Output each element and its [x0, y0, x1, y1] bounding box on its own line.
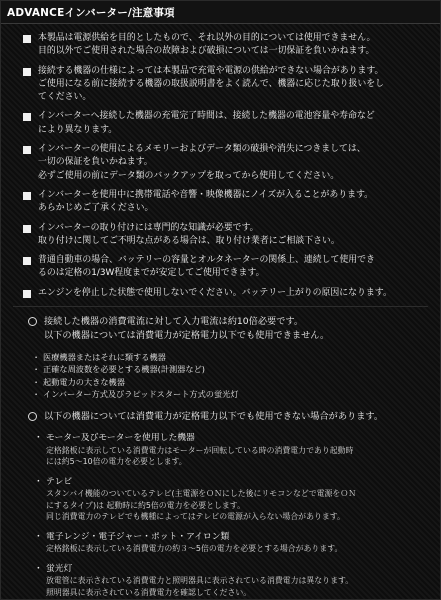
category-title: ・ テレビ	[34, 476, 73, 487]
notice-text: インバーターの取り付けには専門的な知識が必要です。	[38, 222, 259, 233]
notice-text: インバーターへ接続した機器の充電完了時間は、接続した機器の電池容量や寿命など	[38, 111, 375, 122]
notice-item	[23, 143, 424, 183]
list-item: ・ 起動電力の大きな機器	[32, 376, 125, 387]
notice-list	[1, 24, 440, 300]
device-category	[1, 432, 440, 468]
notice-item	[23, 65, 424, 105]
notice-text: るのは定格の1/3W程度までが安定してご使用できます。	[38, 268, 265, 279]
dot-bullet-icon: ・	[34, 531, 43, 542]
square-bullet-icon	[23, 35, 31, 43]
notice-text: により異なります。	[38, 124, 118, 135]
square-bullet-icon	[23, 192, 31, 200]
notice-text: エンジンを停止した状態で使用しないでください。バッテリー上がりの原因になります。	[38, 287, 392, 298]
section-divider	[13, 306, 428, 307]
category-desc: には約5～10倍の電力を必要とします。	[46, 457, 187, 467]
device-category	[1, 531, 440, 555]
notice-text: 接続する機器の仕様によっては本製品で充電や電源の供給ができない場合があります。	[38, 65, 384, 76]
category-desc: 同じ消費電力のテレビでも機種によってはテレビの電源が入らない場合があります。	[46, 512, 345, 522]
notice-text: あらかじめご了承ください。	[38, 203, 154, 214]
list-item: ・ 医療機器またはそれに類する機器	[32, 352, 166, 363]
notice-text: てください。	[38, 92, 92, 103]
notice-text: 本製品は電源供給を目的としたもので、それ以外の目的については使用できません。	[38, 33, 376, 43]
notice-text: 必ずご使用の前にデータ類のバックアップを取ってから使用してください。	[38, 170, 340, 181]
dot-bullet-icon: ・	[32, 364, 41, 375]
category-title: ・ 電子レンジ・電子ジャー・ポット・アイロン類	[34, 531, 230, 542]
notice-item	[23, 254, 424, 281]
category-desc: 放電管に表示されている消費電力と照明器具に表示されている消費電力は異なります。	[46, 576, 354, 586]
notice-text: 取り付けに関してご不明な点がある場合は、取り付け業者にご相談下さい。	[38, 235, 340, 246]
list-item: ・ インバーター方式及びラピッドスタート方式の蛍光灯	[32, 388, 239, 399]
requirement-text: 接続した機器の消費電流に対して入力電流は約10倍必要です。	[44, 316, 304, 328]
requirement-note	[1, 410, 440, 424]
square-bullet-icon	[23, 225, 31, 233]
dot-bullet-icon: ・	[34, 433, 43, 444]
square-bullet-icon	[23, 146, 31, 154]
requirement-text: 以下の機器については消費電力が定格電力以下でも使用できない場合があります。	[44, 411, 384, 423]
category-desc: スタンバイ機能のついているテレビ(主電源をＯＮにした後にリモコンなどで電源をＯＮ	[46, 489, 357, 499]
notice-text: インバーターを使用中に携帯電話や音響・映像機器にノイズが入ることがあります。	[38, 189, 374, 200]
device-category	[1, 476, 440, 523]
category-desc: 定格銘板に表示している消費電力はモーターが回転している時の消費電力であり起動時	[46, 445, 354, 455]
category-desc: 定格銘板に表示している消費電力の約３～5倍の電力を必要とする場合があります。	[46, 544, 343, 554]
notice-item	[23, 287, 424, 300]
category-desc: にするタイプ)は 起動時に約5倍の電力を必要とします。	[46, 500, 245, 510]
square-bullet-icon	[23, 257, 31, 265]
dot-bullet-icon: ・	[32, 352, 41, 363]
notice-text: インバーターの使用によるメモリーおよびデータ類の破損や消失につきましては、	[38, 144, 366, 155]
unsupported-device-list	[1, 351, 440, 400]
notice-text: 一切の保証を負いかねます。	[38, 157, 153, 168]
dot-bullet-icon: ・	[34, 563, 43, 574]
notice-text: ご使用になる前に接続する機器の取扱説明書をよく読んで、機器に応じた取り扱いをし	[38, 78, 384, 89]
notice-item	[23, 110, 424, 137]
square-bullet-icon	[23, 68, 31, 76]
notice-text: 普通自動車の場合、バッテリーの容量とオルタネーターの関係上、連続して使用でき	[38, 255, 375, 266]
requirement-text: 以下の機器については消費電力が定格電力以下でも使用できません。	[44, 330, 330, 342]
notice-item	[23, 189, 424, 216]
dot-bullet-icon: ・	[34, 476, 43, 487]
header-bar	[1, 1, 440, 24]
list-item: ・ 正確な周波数を必要とする機器(計測器など)	[32, 364, 205, 375]
circle-bullet-icon	[28, 412, 37, 421]
requirement-note	[1, 315, 440, 343]
dot-bullet-icon: ・	[32, 376, 41, 387]
category-title: ・ モーター及びモーターを使用した機器	[34, 433, 195, 444]
circle-bullet-icon	[28, 317, 37, 326]
square-bullet-icon	[23, 113, 31, 121]
device-category	[1, 563, 440, 599]
page-title: ADVANCEインバーター/注意事項	[7, 6, 175, 19]
notice-text: 目的以外でご使用された場合の故障および破損については一切保証を負いかねます。	[38, 46, 375, 57]
square-bullet-icon	[23, 290, 31, 298]
category-desc: 照明器具に表示されている消費電力を確認してください。	[46, 587, 252, 597]
notice-item	[23, 222, 424, 249]
category-title: ・ 蛍光灯	[34, 563, 73, 574]
notice-item	[23, 32, 424, 59]
dot-bullet-icon: ・	[32, 388, 41, 399]
